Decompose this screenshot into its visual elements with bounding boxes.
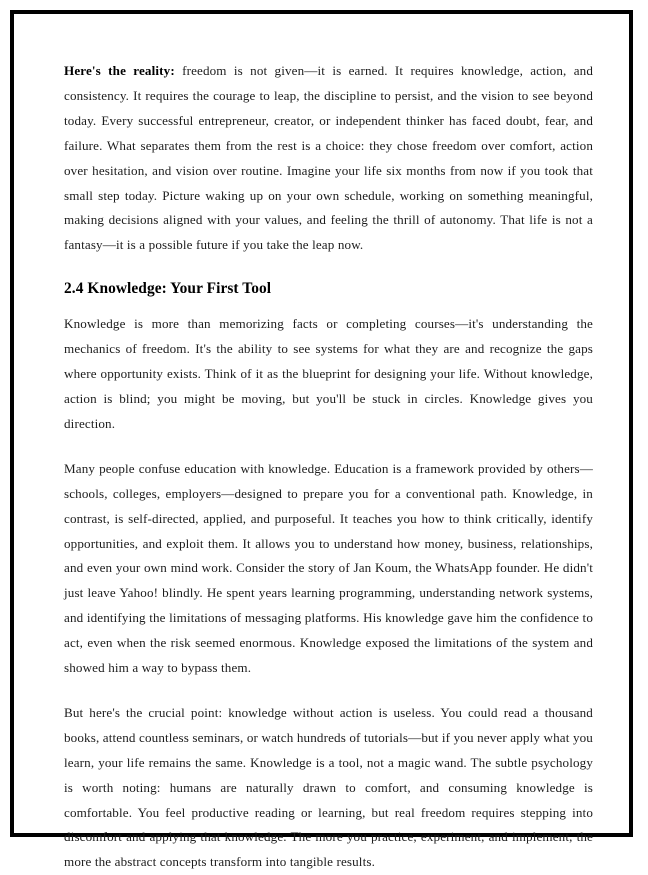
section-heading-2-4: 2.4 Knowledge: Your First Tool (64, 280, 272, 298)
page-border-frame (10, 10, 633, 870)
paragraph-reality-text: freedom is not given—it is earned. It requires knowledge, action, and consistency. It requires the courage to leap, the discipline to persist, and the vision to see beyond today. Every successful entrepreneur, creator, or independent thinker has faced doubt, fear, and failure. What separates them from the rest is a choice: they chose freedom over comfort, action over hesitation, and vision over routine. Imagine your life six months from now if you took that small step today. Picture waking up on your own schedule, working on something meaningful, making decisions aligned with your values, and feeling the thrill of autonomy. That life is not a fantasy—it is a possible future if you take the leap now. (64, 63, 593, 253)
paragraph-education-vs-knowledge: Many people confuse education with knowledge. Education is a framework provided by others—schools, colleges, employers—designed to prepare you for a conventional path. Knowledge, in contrast, is self-directed, applied, and purposeful. It teaches you how to think critically, identify opportunities, and exploit them. It allows you to understand how money, business, relationships, and even your own mind work. Consider the story of Jan Koum, the WhatsApp founder. He didn't just leave Yahoo! blindly. He spent years learning programming, understanding network systems, and identifying the limitations of messaging platforms. His knowledge gave him the confidence to act, even when the risk seemed enormous. Knowledge exposed the limitations of the system and showed him a way to bypass them. (64, 460, 593, 676)
paragraph-reality (64, 59, 593, 258)
paragraph-knowledge-definition: Knowledge is more than memorizing facts or completing courses—it's understanding the mechanics of freedom. It's the ability to see systems for what they are and recognize the gaps where opportunity exists. Think of it as the blueprint for designing your life. Without knowledge, action is blind; you might be moving, but you'll be stuck in circles. Knowledge gives you direction. (64, 316, 593, 431)
paragraph-knowledge-without-action: But here's the crucial point: knowledge without action is useless. You could read a thousand books, attend countless seminars, or watch hundreds of tutorials—but if you never apply what you learn, your life remains the same. Knowledge is a tool, not a magic wand. The subtle psychology is worth noting: humans are naturally drawn to comfort, and consuming knowledge is comfortable. You feel productive reading or learning, but real freedom requires stepping into discomfort and applying that knowledge. The more you practice, experiment, and implement, the more the abstract concepts transform into tangible results. (64, 704, 593, 870)
document-body (64, 59, 593, 875)
paragraph-lead-in: Here's the reality: (64, 63, 175, 78)
